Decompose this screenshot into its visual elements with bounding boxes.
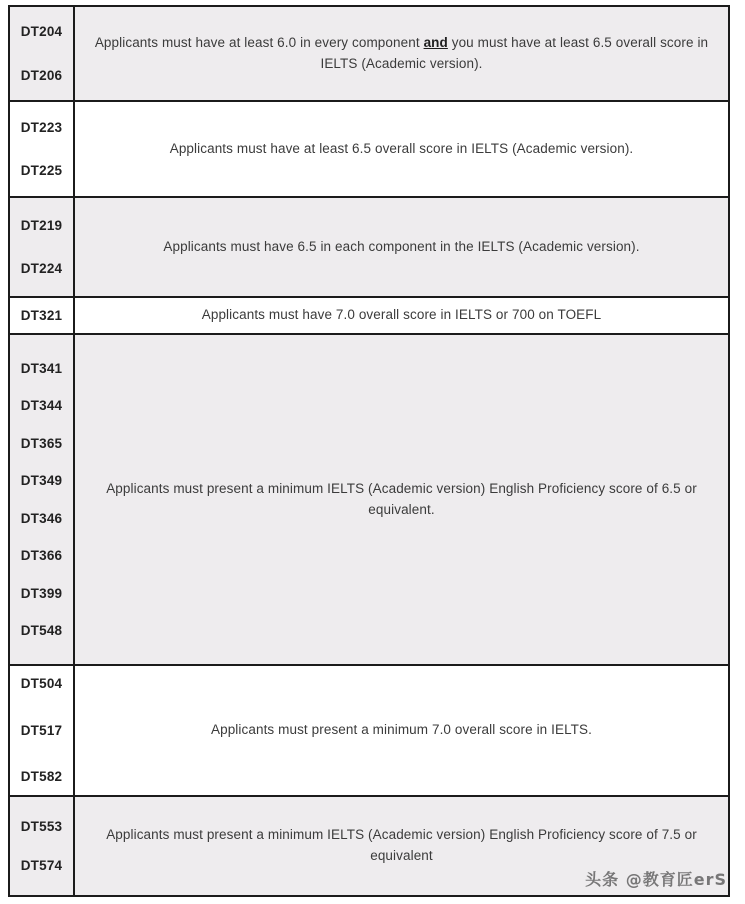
- course-code: DT399: [20, 585, 63, 601]
- course-code: DT204: [20, 24, 63, 39]
- course-code-cell: [9, 101, 74, 197]
- course-code: DT366: [20, 548, 63, 563]
- course-code-list: [10, 198, 73, 296]
- course-code: DT225: [20, 163, 63, 178]
- course-code: DT344: [20, 398, 63, 413]
- course-code: DT349: [20, 473, 63, 488]
- course-code-list: [10, 7, 73, 100]
- table-row: [9, 665, 729, 796]
- requirement-description-cell: Applicants must have 6.5 in each component in the IELTS (Academic version).: [163, 238, 640, 254]
- course-code: DT206: [20, 67, 63, 83]
- course-code-cell: [9, 297, 74, 334]
- course-code: DT548: [20, 623, 63, 638]
- table-row: [9, 796, 729, 896]
- requirement-description-cell: Applicants must present a minimum IELTS (Academic version) English Proficiency score of 6.5 or equivalent.: [106, 480, 697, 517]
- course-code: DT365: [20, 435, 63, 451]
- requirement-text-after: you must have at least 6.5 overall score in IELTS (Academic version).: [320, 34, 709, 71]
- course-code-cell: [9, 796, 74, 896]
- watermark: 头条 @教育匠erS: [585, 870, 727, 889]
- course-code-list: [10, 666, 73, 795]
- course-code: DT346: [20, 510, 63, 526]
- course-code-cell: [9, 6, 74, 101]
- course-code: DT517: [20, 722, 63, 738]
- course-code-list: [10, 298, 73, 333]
- table-row: [9, 197, 729, 297]
- course-code: DT224: [20, 261, 63, 276]
- requirement-description-cell: Applicants must have 7.0 overall score in IELTS or 700 on TOEFL: [201, 307, 602, 323]
- course-code-list: [10, 797, 73, 895]
- course-code: DT574: [20, 858, 63, 873]
- course-code-cell: [9, 197, 74, 297]
- requirement-description-cell: [74, 6, 729, 101]
- requirement-text-before: Applicants must have at least 6.0 in every component: [94, 34, 424, 50]
- course-code: DT504: [20, 676, 63, 692]
- course-code: DT553: [20, 818, 63, 834]
- table-body: [9, 6, 729, 896]
- course-code: DT321: [20, 307, 63, 323]
- requirement-description-cell: Applicants must present a minimum IELTS (Academic version) English Proficiency score of 7.5 or equivalent: [106, 827, 697, 863]
- course-code-list: [10, 335, 73, 664]
- ielts-requirements-table: [8, 5, 730, 897]
- table-row: [9, 6, 729, 101]
- course-code-cell: [9, 334, 74, 665]
- table-row: [9, 101, 729, 197]
- course-code: DT341: [20, 360, 63, 376]
- table-row: [9, 297, 729, 334]
- table-row: [9, 334, 729, 665]
- course-code-list: [10, 102, 73, 196]
- requirement-description-cell: Applicants must present a minimum 7.0 overall score in IELTS.: [210, 722, 592, 738]
- course-code-cell: [9, 665, 74, 796]
- requirement-description-cell: Applicants must have at least 6.5 overall score in IELTS (Academic version).: [169, 140, 634, 156]
- course-code: DT219: [20, 217, 63, 233]
- course-code: DT223: [20, 119, 63, 135]
- requirement-text-emphasis: and: [423, 34, 448, 50]
- course-code: DT582: [20, 769, 63, 785]
